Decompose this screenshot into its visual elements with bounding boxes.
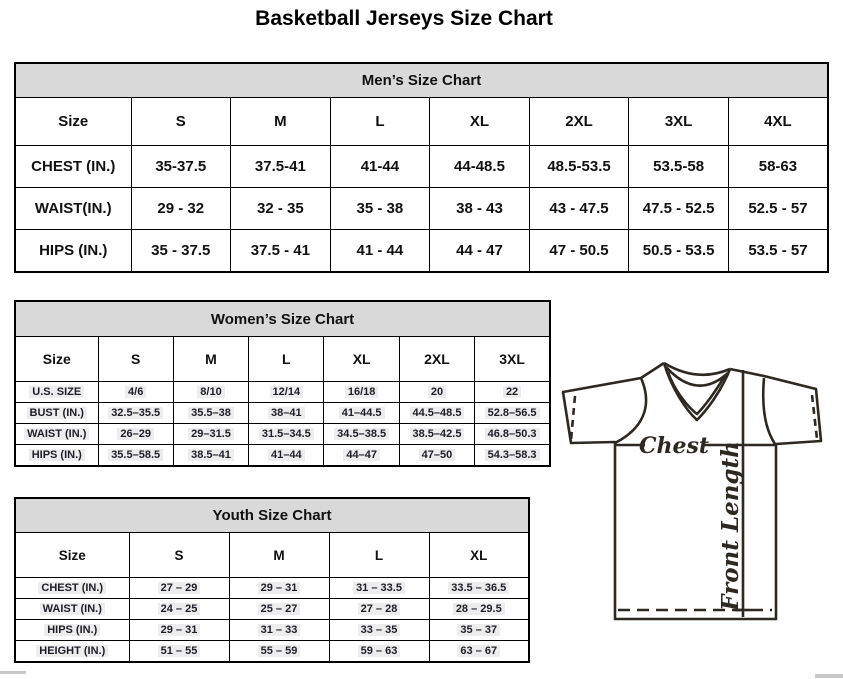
row-label-cell: U.S. SIZE xyxy=(15,382,98,403)
value-cell: 44-48.5 xyxy=(430,146,530,188)
value-cell: 35.5–58.5 xyxy=(98,445,173,467)
page-title: Basketball Jerseys Size Chart xyxy=(255,7,553,30)
table-row xyxy=(15,620,529,641)
column-header-cell: XL xyxy=(324,337,399,382)
value-cell: 35 - 37.5 xyxy=(131,230,231,273)
row-label-cell: HIPS (IN.) xyxy=(15,230,131,273)
value-cell: 55 – 59 xyxy=(229,641,329,663)
value-cell: 22 xyxy=(475,382,550,403)
column-header-cell: 3XL xyxy=(629,98,729,146)
table-title-row xyxy=(15,498,529,533)
value-cell: 41-44 xyxy=(330,146,430,188)
value-cell: 29 – 31 xyxy=(229,578,329,599)
value-cell: 24 – 25 xyxy=(129,599,229,620)
value-cell: 31 – 33 xyxy=(229,620,329,641)
value-cell: 44.5–48.5 xyxy=(399,403,474,424)
value-cell: 31.5–34.5 xyxy=(249,424,324,445)
value-cell: 33 – 35 xyxy=(329,620,429,641)
value-cell: 28 – 29.5 xyxy=(429,599,529,620)
column-header-cell: L xyxy=(329,533,429,578)
value-cell: 34.5–38.5 xyxy=(324,424,399,445)
value-cell: 35 - 38 xyxy=(330,188,430,230)
row-label-cell: WAIST (IN.) xyxy=(15,599,129,620)
value-cell: 47 - 50.5 xyxy=(529,230,629,273)
value-cell: 41–44.5 xyxy=(324,403,399,424)
size-header-cell: Size xyxy=(15,533,129,578)
value-cell: 16/18 xyxy=(324,382,399,403)
column-header-cell: L xyxy=(330,98,430,146)
row-label-cell: HEIGHT (IN.) xyxy=(15,641,129,663)
column-header-cell: 2XL xyxy=(399,337,474,382)
value-cell: 8/10 xyxy=(173,382,248,403)
value-cell: 25 – 27 xyxy=(229,599,329,620)
youth-table-title: Youth Size Chart xyxy=(15,498,529,533)
table-row xyxy=(15,445,550,467)
size-header-cell: Size xyxy=(15,98,131,146)
column-header-cell: S xyxy=(98,337,173,382)
value-cell: 4/6 xyxy=(98,382,173,403)
value-cell: 12/14 xyxy=(249,382,324,403)
column-header-cell: XL xyxy=(430,98,530,146)
table-row xyxy=(15,230,828,273)
value-cell: 32 - 35 xyxy=(231,188,331,230)
value-cell: 38–41 xyxy=(249,403,324,424)
column-header-cell: 4XL xyxy=(728,98,828,146)
value-cell: 63 – 67 xyxy=(429,641,529,663)
value-cell: 41 - 44 xyxy=(330,230,430,273)
womens-table-title: Women’s Size Chart xyxy=(15,301,550,337)
value-cell: 38.5–42.5 xyxy=(399,424,474,445)
row-label-cell: WAIST(IN.) xyxy=(15,188,131,230)
table-header-row xyxy=(15,337,550,382)
value-cell: 37.5-41 xyxy=(231,146,331,188)
horizontal-scrollbar-fragment[interactable] xyxy=(815,674,843,678)
column-header-cell: 2XL xyxy=(529,98,629,146)
jersey-left-sleeve-stitch xyxy=(571,396,575,440)
table-header-row xyxy=(15,98,828,146)
value-cell: 54.3–58.3 xyxy=(475,445,550,467)
table-row xyxy=(15,188,828,230)
row-label-cell: HIPS (IN.) xyxy=(15,620,129,641)
value-cell: 32.5–35.5 xyxy=(98,403,173,424)
value-cell: 53.5-58 xyxy=(629,146,729,188)
value-cell: 51 – 55 xyxy=(129,641,229,663)
column-header-cell: L xyxy=(249,337,324,382)
value-cell: 58-63 xyxy=(728,146,828,188)
column-header-cell: M xyxy=(173,337,248,382)
value-cell: 35 – 37 xyxy=(429,620,529,641)
row-label-cell: CHEST (IN.) xyxy=(15,578,129,599)
row-label-cell: WAIST (IN.) xyxy=(15,424,98,445)
value-cell: 27 – 29 xyxy=(129,578,229,599)
column-header-cell: 3XL xyxy=(475,337,550,382)
horizontal-scrollbar-fragment[interactable] xyxy=(0,671,26,674)
womens-size-chart-table xyxy=(14,300,551,467)
jersey-outline xyxy=(563,363,821,619)
table-row xyxy=(15,146,828,188)
value-cell: 47–50 xyxy=(399,445,474,467)
value-cell: 44–47 xyxy=(324,445,399,467)
value-cell: 38 - 43 xyxy=(430,188,530,230)
value-cell: 37.5 - 41 xyxy=(231,230,331,273)
table-title-row xyxy=(15,301,550,337)
row-label-cell: HIPS (IN.) xyxy=(15,445,98,467)
value-cell: 41–44 xyxy=(249,445,324,467)
youth-size-chart-table xyxy=(14,497,530,663)
value-cell: 46.8–50.3 xyxy=(475,424,550,445)
table-row xyxy=(15,599,529,620)
table-row xyxy=(15,578,529,599)
table-title-row xyxy=(15,63,828,98)
column-header-cell: S xyxy=(131,98,231,146)
value-cell: 29 – 31 xyxy=(129,620,229,641)
value-cell: 38.5–41 xyxy=(173,445,248,467)
mens-size-chart-table xyxy=(14,62,829,273)
value-cell: 33.5 – 36.5 xyxy=(429,578,529,599)
row-label-cell: CHEST (IN.) xyxy=(15,146,131,188)
value-cell: 29 - 32 xyxy=(131,188,231,230)
front-length-label: Front Length xyxy=(717,441,744,611)
column-header-cell: XL xyxy=(429,533,529,578)
column-header-cell: S xyxy=(129,533,229,578)
column-header-cell: M xyxy=(231,98,331,146)
size-header-cell: Size xyxy=(15,337,98,382)
column-header-cell: M xyxy=(229,533,329,578)
value-cell: 31 – 33.5 xyxy=(329,578,429,599)
table-header-row xyxy=(15,533,529,578)
table-row xyxy=(15,382,550,403)
value-cell: 48.5-53.5 xyxy=(529,146,629,188)
value-cell: 50.5 - 53.5 xyxy=(629,230,729,273)
value-cell: 52.5 - 57 xyxy=(728,188,828,230)
jersey-right-armhole-seam xyxy=(763,378,775,444)
jersey-measurement-diagram xyxy=(556,356,842,636)
table-row xyxy=(15,424,550,445)
mens-table-title: Men’s Size Chart xyxy=(15,63,828,98)
value-cell: 35.5–38 xyxy=(173,403,248,424)
value-cell: 27 – 28 xyxy=(329,599,429,620)
value-cell: 59 – 63 xyxy=(329,641,429,663)
value-cell: 26–29 xyxy=(98,424,173,445)
value-cell: 20 xyxy=(399,382,474,403)
value-cell: 35-37.5 xyxy=(131,146,231,188)
value-cell: 53.5 - 57 xyxy=(728,230,828,273)
value-cell: 43 - 47.5 xyxy=(529,188,629,230)
table-row xyxy=(15,641,529,663)
chest-label: Chest xyxy=(638,433,710,459)
value-cell: 44 - 47 xyxy=(430,230,530,273)
value-cell: 29–31.5 xyxy=(173,424,248,445)
value-cell: 47.5 - 52.5 xyxy=(629,188,729,230)
table-row xyxy=(15,403,550,424)
value-cell: 52.8–56.5 xyxy=(475,403,550,424)
row-label-cell: BUST (IN.) xyxy=(15,403,98,424)
